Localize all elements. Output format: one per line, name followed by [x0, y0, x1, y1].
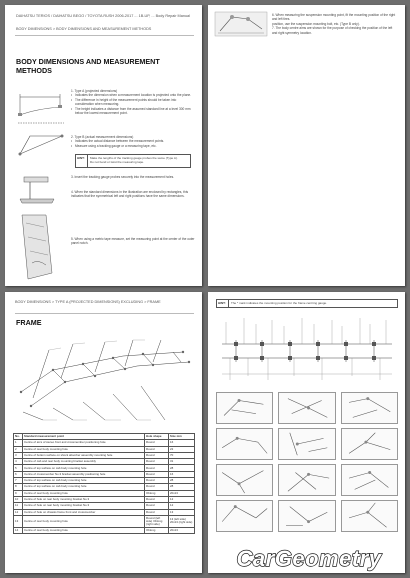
figure-tracking-gauge: [16, 173, 58, 205]
type-a-bullet: • Indicates the dimension when a measurement location is projected onto the plane.: [71, 93, 195, 97]
step-6: [272, 13, 398, 35]
table-cell: Round: [145, 503, 169, 509]
table-cell: 1: [14, 440, 23, 446]
hint-box: [216, 299, 398, 308]
detail-figure: [278, 428, 335, 460]
page-header: DAIHATSU TERIOS / DAIHATSU BEGO / TOYOTA RUSH 2006-2017 ... 1B-UP, ... Body Repair Manual: [16, 14, 191, 18]
table-cell: Centre of hole on rear body mounting bracket No.3: [23, 496, 145, 502]
col-header: Standard measurement point: [23, 434, 145, 440]
table-cell: Centre of rear body mounting hole: [23, 527, 145, 533]
table-cell: 16: [169, 471, 195, 477]
table-cell: Centre of cab and rear body mounting bracket assembly: [23, 459, 145, 465]
manual-page-measurement-notes: [208, 5, 405, 286]
table-cell: 5: [14, 465, 23, 471]
type-b-section: [71, 135, 195, 148]
hint-label: HINT:: [76, 155, 88, 167]
table-cell: 2: [14, 446, 23, 452]
table-cell: 6: [14, 471, 23, 477]
table-cell: 13: [169, 509, 195, 515]
table-cell: 11: [14, 503, 23, 509]
type-a-bullet: • The difference in height of the measurement points should be taken into consideration when measuring.: [71, 98, 195, 107]
step-6-line: position, use the suspension mounting bolt, etc. (Type B only).: [272, 21, 360, 26]
hint-box: [75, 154, 191, 168]
figure-type-a-drawing: [16, 85, 68, 130]
table-cell: 12: [169, 496, 195, 502]
type-a-section: [71, 89, 195, 115]
detail-figure: [278, 500, 335, 532]
figure-tracking-gauge-drawing: [16, 173, 58, 205]
table-cell: Round: [145, 484, 169, 490]
col-header: No.: [14, 434, 23, 440]
divider: [15, 35, 194, 36]
table-row: [14, 515, 195, 527]
detail-figure: [216, 428, 273, 460]
table-cell: 8: [14, 484, 23, 490]
table-cell: 13 (left side) 20x13 (right side): [169, 515, 195, 527]
detail-figure-grid: [216, 392, 398, 532]
col-header: Size mm: [169, 434, 195, 440]
table-cell: Centre of top surface on cab body mounting hole: [23, 478, 145, 484]
manual-page-frame-figures: [208, 292, 405, 573]
table-cell: Oblong: [145, 527, 169, 533]
breadcrumb: BODY DIMENSIONS > TYPE A (PROJECTED DIMENSIONS) EXCLUDING > FRAME: [15, 300, 161, 304]
cargeometry-logo: [215, 546, 402, 572]
detail-figure: [341, 428, 398, 460]
table-cell: 12: [169, 503, 195, 509]
table-cell: Round: [145, 452, 169, 458]
table-cell: Round (left side) Oblong (right side): [145, 515, 169, 527]
table-cell: Round: [145, 465, 169, 471]
type-b-heading: 2. Type B (actual measurement dimensions): [71, 135, 134, 139]
measurement-table: [13, 433, 195, 534]
table-cell: 9: [14, 490, 23, 496]
page-title: [16, 57, 160, 75]
table-cell: 70: [169, 452, 195, 458]
table-cell: 28: [169, 478, 195, 484]
frame-diagram: [13, 336, 195, 426]
table-cell: Round: [145, 478, 169, 484]
table-cell: Round: [145, 496, 169, 502]
table-cell: Centre of arcs of stereo front and crossmember positioning hole: [23, 440, 145, 446]
table-cell: Centre of bottom surface on shock absorber assembly mounting hole: [23, 452, 145, 458]
figure-suspension-mount-drawing: [214, 11, 268, 37]
step-6-line: 6. When measuring the suspension mounting point, fit the mounting position of the right and left tires.: [272, 13, 396, 22]
detail-figure: [278, 464, 335, 496]
logo-text: CarGeometry: [236, 546, 382, 571]
table-cell: Centre of rear body mounting hole: [23, 490, 145, 496]
hint-body: The * mark indicates the mounting position for the frame centring gauge.: [231, 301, 328, 305]
table-cell: Centre of crossmember No.3 bracket assembly positioning hole: [23, 471, 145, 477]
figure-type-b-drawing: [16, 130, 66, 160]
step-3: 3. Insert the tracking gauge probes securely into the measurement holes.: [71, 175, 175, 179]
divider: [15, 313, 194, 314]
detail-figure: [341, 500, 398, 532]
frame-diagram-drawing: [13, 336, 195, 426]
table-cell: Centre of hole on rear body mounting bracket No.3: [23, 503, 145, 509]
detail-figure: [341, 392, 398, 424]
detail-figure: [216, 464, 273, 496]
table-cell: 28: [169, 484, 195, 490]
table-cell: 14: [14, 527, 23, 533]
figure-suspension-mount: [214, 11, 268, 37]
table-cell: Centre of rear body mounting hole: [23, 515, 145, 527]
table-cell: 22: [169, 446, 195, 452]
table-cell: Centre of top surface on cab body mounting hole: [23, 484, 145, 490]
type-a-bullet: • The height indicates a distance from the assumed standard line at a level 300 mm below the lowest measurement point.: [71, 107, 195, 116]
figure-type-b-actual: [16, 130, 66, 160]
step-7: 7. The body centre aims are shown for the purpose of checking the position of the left and right symmetry location.: [272, 26, 393, 35]
table-cell: 3: [14, 452, 23, 458]
page-title-line-1: BODY DIMENSIONS AND MEASUREMENT: [16, 57, 160, 66]
table-cell: Centre of top surface on cab body mounting hole: [23, 465, 145, 471]
figure-outer-panel-drawing: [16, 213, 56, 281]
table-cell: Round: [145, 471, 169, 477]
figure-outer-panel-notch: [16, 213, 56, 281]
detail-figure: [216, 392, 273, 424]
step-5: 5. When using a metric tape measure, set the measuring point at the center of the outer panel notch.: [71, 237, 195, 246]
table-cell: 20x13: [169, 490, 195, 496]
type-b-bullet: • Measure using a tracking gauge or a measuring tape, etc.: [71, 144, 195, 148]
table-cell: Centre of hole on chassis frame front and crossmember: [23, 509, 145, 515]
table-cell: 10: [14, 496, 23, 502]
table-cell: 7: [14, 478, 23, 484]
hint-body: [88, 155, 180, 167]
table-cell: Round: [145, 509, 169, 515]
table-cell: Round: [145, 440, 169, 446]
step-4: 4. When the standard dimensions in the illustration are enclosed by rectangles, this indicates that the symmetrical left and right positions have the same dimensions.: [71, 190, 189, 199]
hint-line: Make the lengths of the tracking gauge probes the same (Type A).: [90, 156, 178, 160]
table-cell: Round: [145, 459, 169, 465]
page-title: FRAME: [16, 318, 42, 327]
table-cell: 4: [14, 459, 23, 465]
table-cell: 16: [169, 440, 195, 446]
figure-type-a-projected: [16, 85, 68, 130]
cargeometry-logo-graphic: [215, 546, 402, 572]
page-title-line-2: METHODS: [16, 66, 52, 75]
frame-dimension-diagram: [216, 314, 398, 384]
table-cell: 31: [169, 459, 195, 465]
detail-figure: [216, 500, 273, 532]
type-a-heading: 1. Type A (projected dimensions): [71, 89, 118, 93]
hint-line: Do not bend or twist the measuring tape.: [90, 160, 145, 164]
table-cell: 20x13: [169, 527, 195, 533]
table-cell: 12: [14, 509, 23, 515]
col-header: Hole shape: [145, 434, 169, 440]
detail-figure: [341, 464, 398, 496]
hint-label: HINT:: [217, 300, 229, 307]
manual-page-frame: [5, 292, 202, 573]
table-cell: 13: [14, 515, 23, 527]
manual-page-body-dimensions: [5, 5, 202, 286]
table-cell: Centre of rear body mounting hole: [23, 446, 145, 452]
table-row: [14, 527, 195, 533]
table-cell: Oblong: [145, 490, 169, 496]
type-b-bullet: • Indicates the actual distance between the measurement points.: [71, 139, 195, 143]
frame-dimension-drawing: [216, 314, 398, 384]
detail-figure: [278, 392, 335, 424]
table-cell: 28: [169, 465, 195, 471]
table-cell: Round: [145, 446, 169, 452]
breadcrumb: BODY DIMENSIONS > BODY DIMENSIONS AND MEASUREMENT METHODS: [16, 27, 152, 31]
